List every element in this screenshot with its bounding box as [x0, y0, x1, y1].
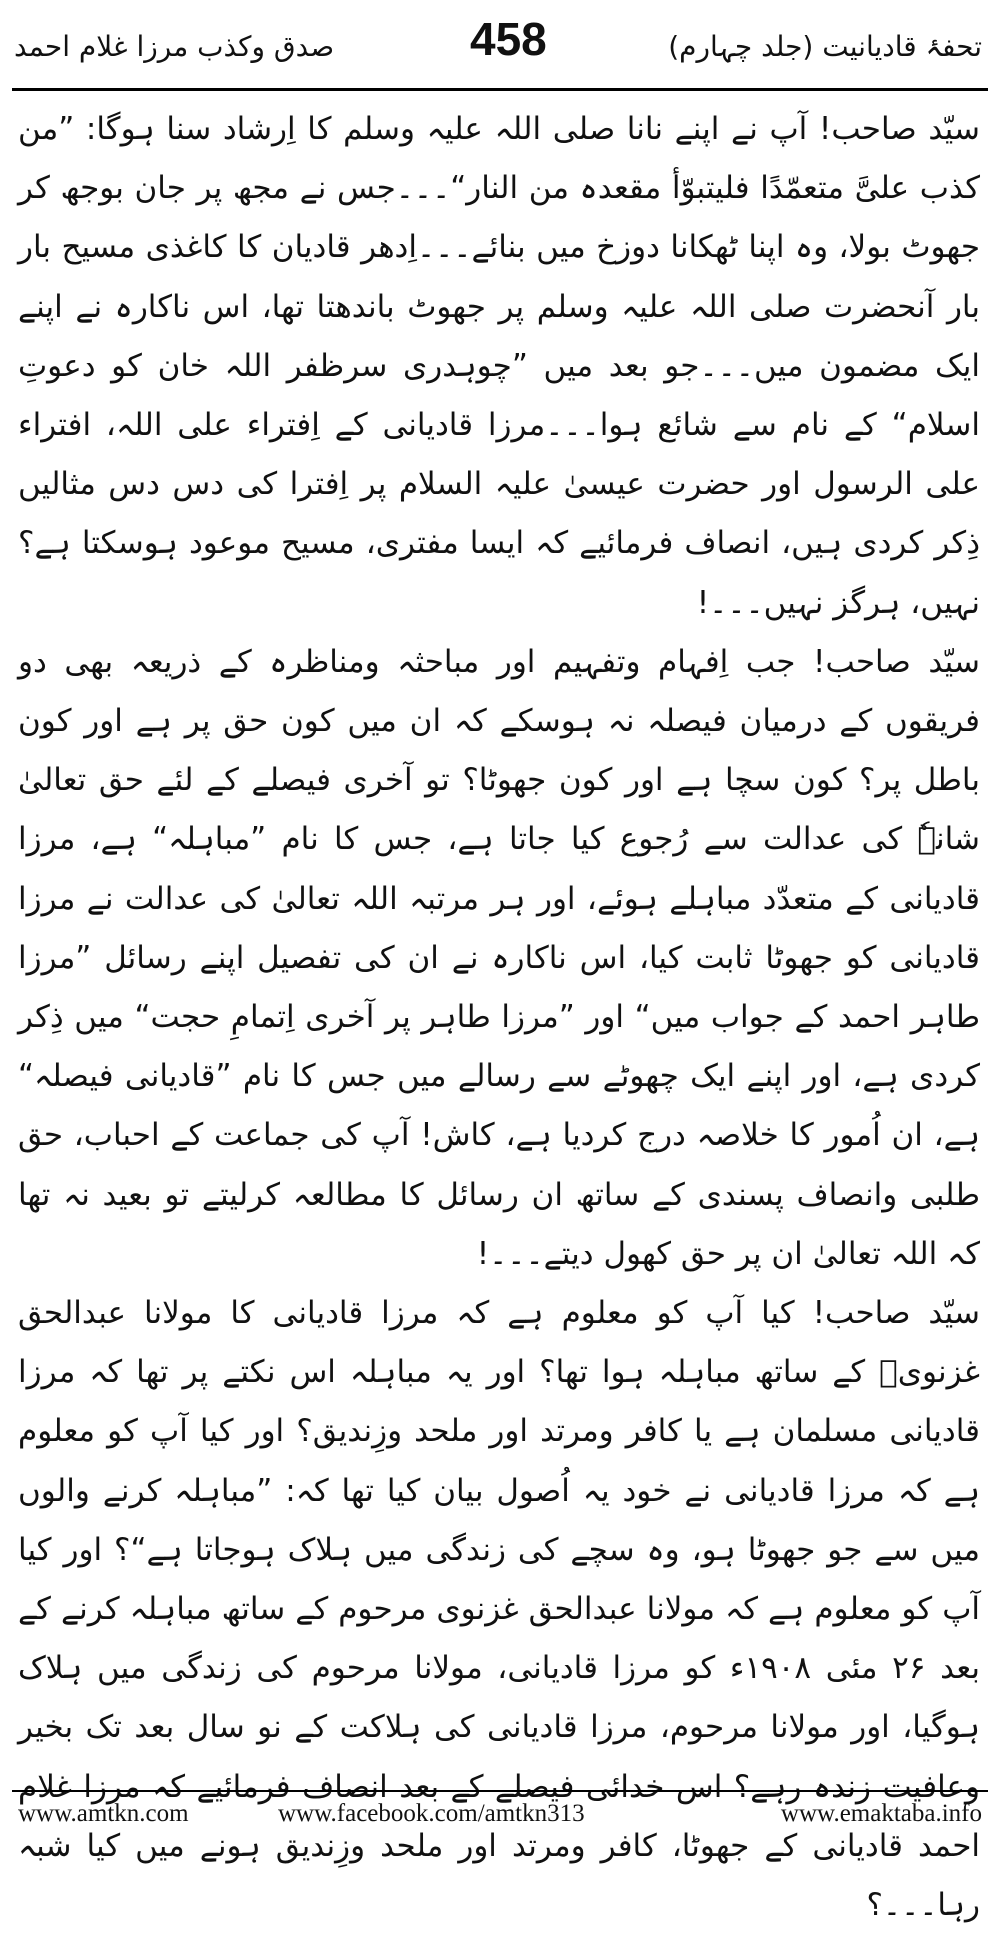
- header-divider: [12, 88, 988, 91]
- paragraph: سیّد صاحب! جب اِفہام وتفہیم اور مباحثہ ومناظرہ کے ذریعہ بھی دو فریقوں کے درمیان فیصلہ نہ ہوسکے کہ ان میں کون حق پر ہے اور کون باطل پر؟ کون سچا ہے اور کون جھوٹا؟ تو آخری فیصلے کے لئے حق تعالیٰ شانہٗ کی عدالت سے رُجوع کیا جاتا ہے، جس کا نام ”مباہلہ“ ہے، مرزا قادیانی کے متعدّد مباہلے ہوئے، اور ہر مرتبہ اللہ تعالیٰ کی عدالت نے مرزا قادیانی کو جھوٹا ثابت کیا، اس ناکارہ نے ان کی تفصیل اپنے رسائل ”مرزا طاہر احمد کے جواب میں“ اور ”مرزا طاہر پر آخری اِتمامِ حجت“ میں ذِکر کردی ہے، اور اپنے ایک چھوٹے سے رسالے میں جس کا نام ”قادیانی فیصلہ“ ہے، ان اُمور کا خلاصہ درج کردیا ہے، کاش! آپ کی جماعت کے احباب، حق طلبی وانصاف پسندی کے ساتھ ان رسائل کا مطالعہ کرلیتے تو بعید نہ تھا کہ اللہ تعالیٰ ان پر حق کھول دیتے۔۔۔!: [18, 643, 980, 1272]
- paragraph: سیّد صاحب! آپ نے اپنے نانا صلی اللہ علیہ وسلم کا اِرشاد سنا ہوگا: ”من کذب علیَّ متعمّدًا فلیتبوّأ مقعدہ من النار“۔۔۔جس نے مجھ پر جان بوجھ کر جھوٹ بولا، وہ اپنا ٹھکانا دوزخ میں بنائے۔۔۔اِدھر قادیان کا کاغذی مسیح بار بار آنحضرت صلی اللہ علیہ وسلم پر جھوٹ باندھتا تھا، اس ناکارہ نے اپنے ایک مضمون میں۔۔۔جو بعد میں ”چوہدری سرظفر اللہ خان کو دعوتِ اسلام“ کے نام سے شائع ہوا۔۔۔مرزا قادیانی کے اِفتراء علی اللہ، افتراء علی الرسول اور حضرت عیسیٰ علیہ السلام پر اِفترا کی دس دس مثالیں ذِکر کردی ہیں، انصاف فرمائیے کہ ایسا مفتری، مسیح موعود ہوسکتا ہے؟ نہیں، ہرگز نہیں۔۔۔!: [18, 111, 980, 621]
- page-header: [0, 13, 1000, 80]
- footer-link-amtkn[interactable]: www.amtkn.com: [18, 1800, 189, 1827]
- footer-divider: [12, 1790, 988, 1792]
- footer-link-facebook[interactable]: www.facebook.com/amtkn313: [278, 1800, 585, 1827]
- book-title: تحفۂ قادیانیت (جلد چہارم): [668, 30, 982, 63]
- footer-link-emaktaba[interactable]: www.emaktaba.info: [780, 1800, 982, 1827]
- chapter-title: صدق وکذب مرزا غلام احمد: [14, 30, 335, 63]
- page-footer: [0, 1796, 1000, 1836]
- page-number: 458: [470, 13, 547, 65]
- paragraph: سیّد صاحب! کیا آپ کو معلوم ہے کہ مرزا قادیانی کا مولانا عبدالحق غزنویؒ کے ساتھ مباہلہ ہوا تھا؟ اور یہ مباہلہ اس نکتے پر تھا کہ مرزا قادیانی مسلمان ہے یا کافر ومرتد اور ملحد وزِندیق؟ اور کیا آپ کو معلوم ہے کہ مرزا قادیانی نے خود یہ اُصول بیان کیا تھا کہ: ”مباہلہ کرنے والوں میں سے جو جھوٹا ہو، وہ سچے کی زندگی میں ہلاک ہوجاتا ہے“؟ اور کیا آپ کو معلوم ہے کہ مولانا عبدالحق غزنوی مرحوم کے ساتھ مباہلہ کرنے کے بعد ۲۶ مئی ۱۹۰۸ء کو مرزا قادیانی، مولانا مرحوم کی زندگی میں ہلاک ہوگیا، اور مولانا مرحوم، مرزا قادیانی کی ہلاکت کے نو سال بعد تک بخیر وعافیت زندہ رہے؟ اس خدائی فیصلے کے بعد انصاف فرمائیے کہ مرزا غلام احمد قادیانی کے جھوٹا، کافر ومرتد اور ملحد وزِندیق ہونے میں کیا شبہ رہا۔۔۔؟: [18, 1295, 980, 1924]
